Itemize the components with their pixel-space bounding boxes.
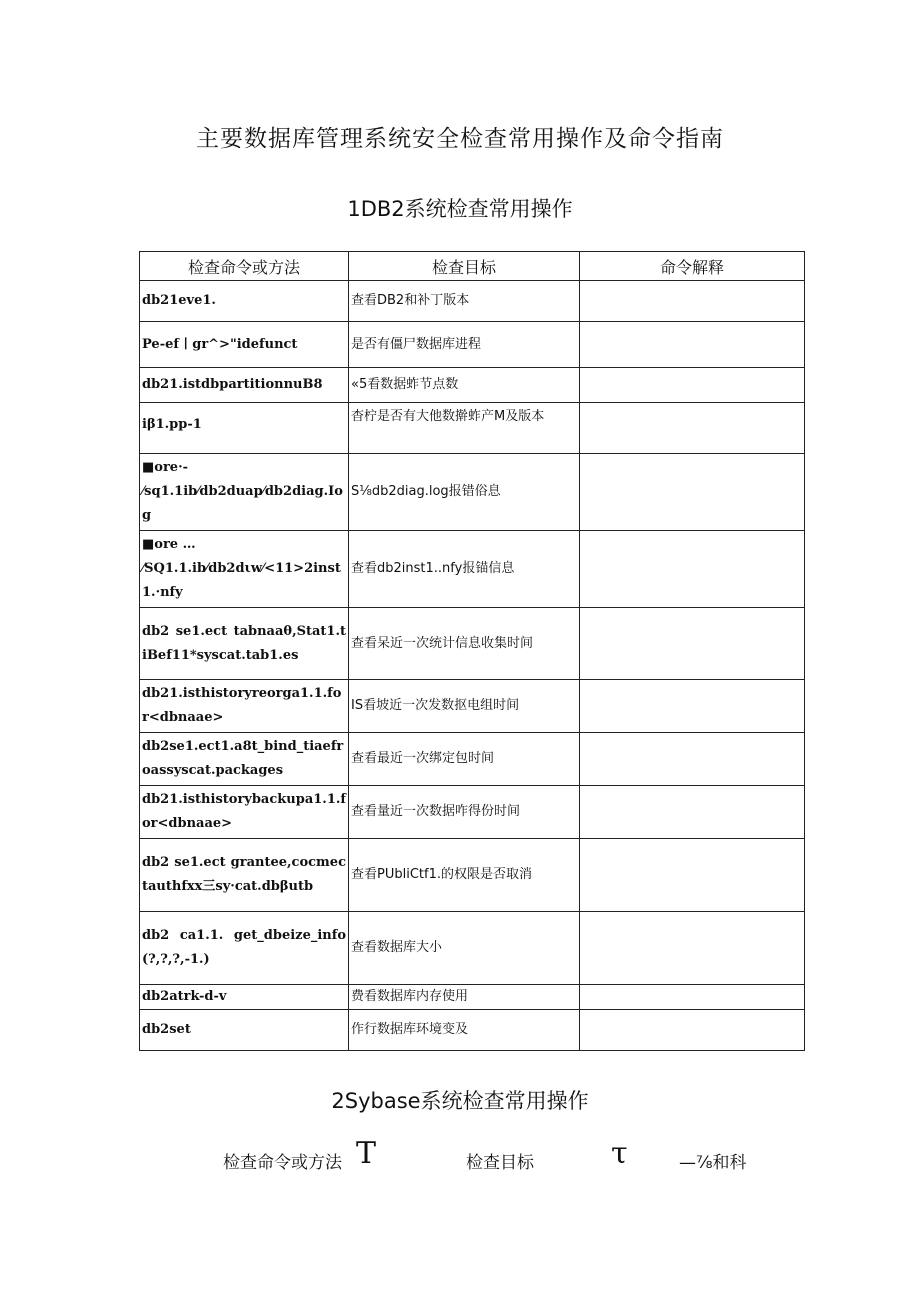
note-cell — [580, 912, 805, 985]
goal-cell: 查看数据库大小 — [349, 912, 580, 985]
section1-heading: 1DB2系统检查常用操作 — [347, 197, 573, 221]
table-row — [140, 403, 805, 454]
note-cell — [580, 403, 805, 454]
goal-cell: 查看呆近一次统计信息收集时间 — [349, 608, 580, 680]
note-cell — [580, 368, 805, 403]
header-explanation: 命令解释 — [580, 252, 805, 281]
table-row — [140, 1010, 805, 1051]
goal-cell: 作行数据库环境变及 — [349, 1010, 580, 1051]
section2-heading: 2Sybase系统检查常用操作 — [331, 1089, 589, 1113]
sybase-header-goal: 检查目标 — [466, 1153, 534, 1173]
goal-cell: 是否有僵尸数据库进程 — [349, 322, 580, 368]
table-row — [140, 839, 805, 912]
command-cell: ■ore·- ⁄sq1.1ib⁄db2duap⁄db2diag.Iog — [140, 454, 349, 531]
command-cell: db2 se1.ect tabnaaθ,Stat1.tiBef11*syscat.tab1.es — [140, 608, 349, 680]
goal-cell: 查看db2inst1..nfy报锚信息 — [349, 531, 580, 608]
goal-cell: IS看坡近一次发数抠电组时间 — [349, 680, 580, 733]
command-cell: db2se1.ect1.a8t_bind_tiaefroassyscat.packages — [140, 733, 349, 786]
command-cell: db2 ca1.1. get_dbeize_info(?,?,?,-1.) — [140, 912, 349, 985]
goal-cell: 查看量近一次数据咋得份时间 — [349, 786, 580, 839]
header-command: 检查命令或方法 — [140, 252, 349, 281]
table-row — [140, 985, 805, 1010]
command-cell: db21eve1. — [140, 281, 349, 322]
note-cell — [580, 1010, 805, 1051]
command-cell: db21.istdbpartitionnuB8 — [140, 368, 349, 403]
note-cell — [580, 680, 805, 733]
document-title: 主要数据库管理系统安全检查常用操作及命令指南 — [196, 126, 724, 152]
note-cell — [580, 839, 805, 912]
note-cell — [580, 454, 805, 531]
table-row — [140, 281, 805, 322]
table-row — [140, 680, 805, 733]
table-row — [140, 608, 805, 680]
table-row — [140, 322, 805, 368]
command-cell: ■ore … ⁄SQ1.1.ib⁄db2dιw⁄<11>2inst1.·nfy — [140, 531, 349, 608]
column-separator-glyph: T — [356, 1136, 377, 1171]
command-cell: db2set — [140, 1010, 349, 1051]
goal-cell: S⅛db2diag.log报错俗息 — [349, 454, 580, 531]
note-cell — [580, 608, 805, 680]
table-row — [140, 454, 805, 531]
sybase-header-explanation: —⅞和科 — [679, 1153, 747, 1173]
sybase-header-command: 检查命令或方法 — [223, 1153, 342, 1173]
sybase-table-header — [0, 1136, 920, 1176]
note-cell — [580, 985, 805, 1010]
command-cell: db21.isthistorybackupa1.1.for<dbnaae> — [140, 786, 349, 839]
column-separator-glyph: τ — [611, 1136, 628, 1171]
db2-commands-table — [139, 251, 805, 1051]
note-cell — [580, 531, 805, 608]
goal-cell: «5看数据蚱节点数 — [349, 368, 580, 403]
note-cell — [580, 733, 805, 786]
command-cell: db2atrk-d-v — [140, 985, 349, 1010]
table-row — [140, 733, 805, 786]
table-header-row — [140, 252, 805, 281]
command-cell: db2 se1.ect grantee,cocmectauthfxx三sy·cat.dbβutb — [140, 839, 349, 912]
note-cell — [580, 786, 805, 839]
goal-cell: 查看PUbliCtf1.的权限是否取消 — [349, 839, 580, 912]
command-cell: Pe-ef ∣ gr^>"idefunct — [140, 322, 349, 368]
table-row — [140, 786, 805, 839]
goal-cell: 查看DB2和补丁版本 — [349, 281, 580, 322]
table-row — [140, 531, 805, 608]
note-cell — [580, 281, 805, 322]
table-row — [140, 912, 805, 985]
table-row — [140, 368, 805, 403]
header-goal: 检查目标 — [349, 252, 580, 281]
goal-cell: 费看数据库内存使用 — [349, 985, 580, 1010]
command-cell: db21.isthistoryreorga1.1.for<dbnaae> — [140, 680, 349, 733]
note-cell — [580, 322, 805, 368]
goal-cell: 杳柠是否有大他数擀蚱产M及版本 — [349, 403, 580, 454]
command-cell: iβ1.pp-1 — [140, 403, 349, 454]
goal-cell: 查看最近一次绑定包时间 — [349, 733, 580, 786]
